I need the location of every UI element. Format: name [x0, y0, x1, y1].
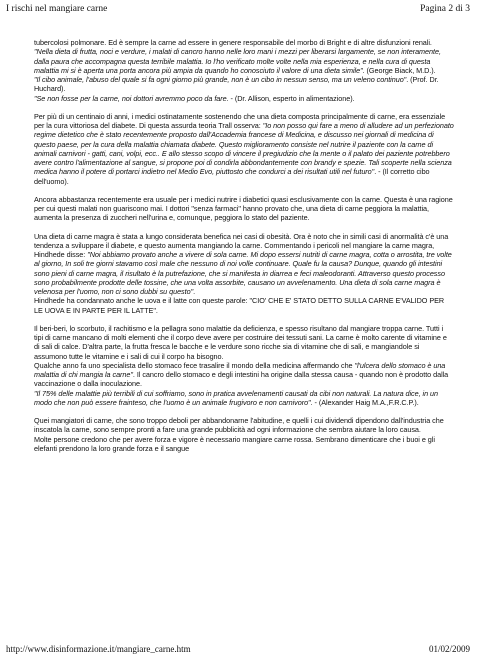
- quote-text: "Il cibo animale, l'abuso del quale si fa ogni giorno più grande, non è un cibo in nessun senso, ma un veleno continuo": [34, 75, 407, 84]
- page-footer: [6, 644, 470, 656]
- paragraph: [34, 232, 454, 297]
- quote-text: "Nella dieta di frutta, noci e verdure, i malati di cancro hanno nelle loro mani i mezzi per liberarsi largamente, se non interamente, dalla paura che accompagna questa terribile malattia. Io l'ho verificato molte volte nella mia esperienza, e nella cura di questa malattia mi si è aperta una porta ancora più ampia da quando ho conosciuto il valore di una dieta simile": [34, 47, 441, 75]
- paragraph-text: Qualche anno fa uno specialista dello stomaco fece trasalire il mondo della medicina affermando che: [34, 360, 355, 370]
- paragraph: Quei mangiatori di carne, che sono troppo deboli per abbandonarne l'abitudine, e quelli i cui dividendi dipendono dall'industria che inscatola la carne, sono sempre pronti a fare una grande pubblicità ad ogni informazione che sembra aiutare la loro causa.: [34, 416, 444, 435]
- quote-text: "l'ulcera dello stomaco è una malattia di chi mangia la carne": [34, 360, 446, 379]
- quote-attribution: . - (Alexander Haig M.A.,F.R.C.P.).: [310, 397, 419, 407]
- paragraph-text: Per più di un centinaio di anni, i medici ostinatamente sostenendo che una dieta composta principalmente di carne, era essenziale per la cura vittoriosa del diabete. Di questa assurda teoria Trall osserva:: [34, 111, 446, 130]
- paragraph: [34, 112, 454, 186]
- paragraph: Il beri-beri, lo scorbuto, il rachitismo e la pellagra sono malattie da deficienza, e spesso risultano dal mangiare troppa carne. Tutti i tipi di carne mancano di molti elementi che il corpo deve avere per costruire dei tessuti sani. La carne è molto carente di vitamine e di sali di calce. D'altra parte, la frutta fresca le bacche e le verdure sono ricche sia di vitamine che di sali, e mangiandole si assumono tutte le vitamine e i sali di cui il corpo ha bisogno.: [34, 323, 447, 361]
- paragraph: [34, 361, 454, 389]
- quote-text: "Se non fosse per la carne, noi dottori avremmo poco da fare.: [34, 93, 229, 103]
- quote-text: "Il 75% delle malattie più terribili di cui soffriamo, sono in pratica avvelenamenti causati da cibi non naturali. La natura dice, in un modo che non può essere frainteso, che l'uomo è un animale frugivoro e non carnivoro": [34, 388, 439, 407]
- quote-attribution: . (Prof. Dr. Huchard).: [34, 75, 439, 94]
- paragraph-text: .: [193, 287, 196, 296]
- quote-attribution: - (Dr. Allison, esperto in alimentazione).: [228, 93, 355, 103]
- document-title: I rischi nel mangiare carne: [6, 4, 108, 14]
- paragraph-text: Una dieta di carne magra è stata a lungo considerata benefica nei casi di obesità. Ora è noto che in simili casi di anormalità c'è una tendenza a sviluppare il diabete, e questo aumenta mangiando la carne. Commentando i pericoli nel mangiare la carne magra, Hindhede disse:: [34, 231, 449, 259]
- paragraph-text: . Il cancro dello stomaco e degli intestini ha origine dalla stessa causa - quando non è prodotto dalla vaccinazione o dalla inoculazione.: [34, 370, 449, 389]
- quote-paragraph: [34, 47, 454, 75]
- quote-paragraph: [34, 75, 454, 94]
- quote-paragraph: [34, 94, 454, 103]
- page-header: [6, 4, 470, 18]
- quote-attribution: . - (Il corretto cibo dell'uomo).: [34, 167, 430, 186]
- quote-text: "Noi abbiamo provato anche a vivere di sola carne. Mi dopo essersi nutriti di carne magra, cotta o arrostita, tre volte al giorno, In soli tre giorni stavamo così male che nessuno di noi volle continuare. Quale fu la causa? Dunque, quando gli intestini sono pieni di carne magra, il risultato è la putrefazione, che si manifesta in diarrea e feci maleodoranti. Attraverso questo processo sono probabilmente prodotte delle tossine, che una volta assorbite, causano un avvelenamento. Una dieta di sola carne magra è velenosa per l'uomo, non ci sono dubbi su questo": [34, 250, 452, 296]
- print-date: 01/02/2009: [428, 644, 470, 654]
- quote-text: "Io non posso qui fare a meno di alludere ad un perfezionato regime dietetico che è stato recentemente proposto dall'Accademia francese di Medicina, e discusso nei giornali di medicina di questo paese, per la cura della malattia chiamata diabete. Questo miglioramento consiste nel nutrire il paziente con la carne di animali carnivori - gatti, cani, volpi, ecc.. E allo stesso scopo di vincere il pregiudizio che la mente o il palato dei paziente potrebbero avere contro l'alimentazione al sangue, si propone poi di condirla abbondantemente con brandy e spezie. Tali scoperte nella scienza medica hanno il potere di portarci indietro nel Medio Evo, piuttosto che condurci a dei risultati utili nel futuro": [34, 121, 454, 177]
- article-body: [34, 38, 454, 453]
- paragraph: Molte persone credono che per avere forza e vigore è necessario mangiare carne rossa. Sembrano dimenticare che i buoi e gli elefanti prendono la loro grande forza e il sangue: [34, 434, 435, 453]
- source-url: http://www.disinformazione.it/mangiare_carne.htm: [6, 644, 191, 654]
- paragraph: Ancora abbastanza recentemente era usuale per i medici nutrire i diabetici quasi esclusivamente con la carne. Questa è una ragione per cui questi malati non guariscono mai. I dottori "senza farmaci" hanno provato che, una dieta di carne peggiora la malattia, aumenta la presenza di zuccheri nell'urina e, comunque, peggiora lo stato del paziente.: [34, 194, 453, 223]
- quote-attribution: . (George Biack, M.D.).: [362, 65, 436, 75]
- paragraph: tubercolosi polmonare. Ed è sempre la carne ad essere in genere responsabile del morbo di Bright e di altre disfunzioni renali.: [34, 38, 432, 47]
- paragraph: Hindhede ha condannato anche le uova e il latte con queste parole: "CIO' CHE E' STATO DETTO SULLA CARNE E'VALIDO PER LE UOVA E IN PARTE PER IL LATTE".: [34, 296, 445, 315]
- page-number: Pagina 2 di 3: [420, 4, 470, 14]
- quote-paragraph: [34, 389, 454, 408]
